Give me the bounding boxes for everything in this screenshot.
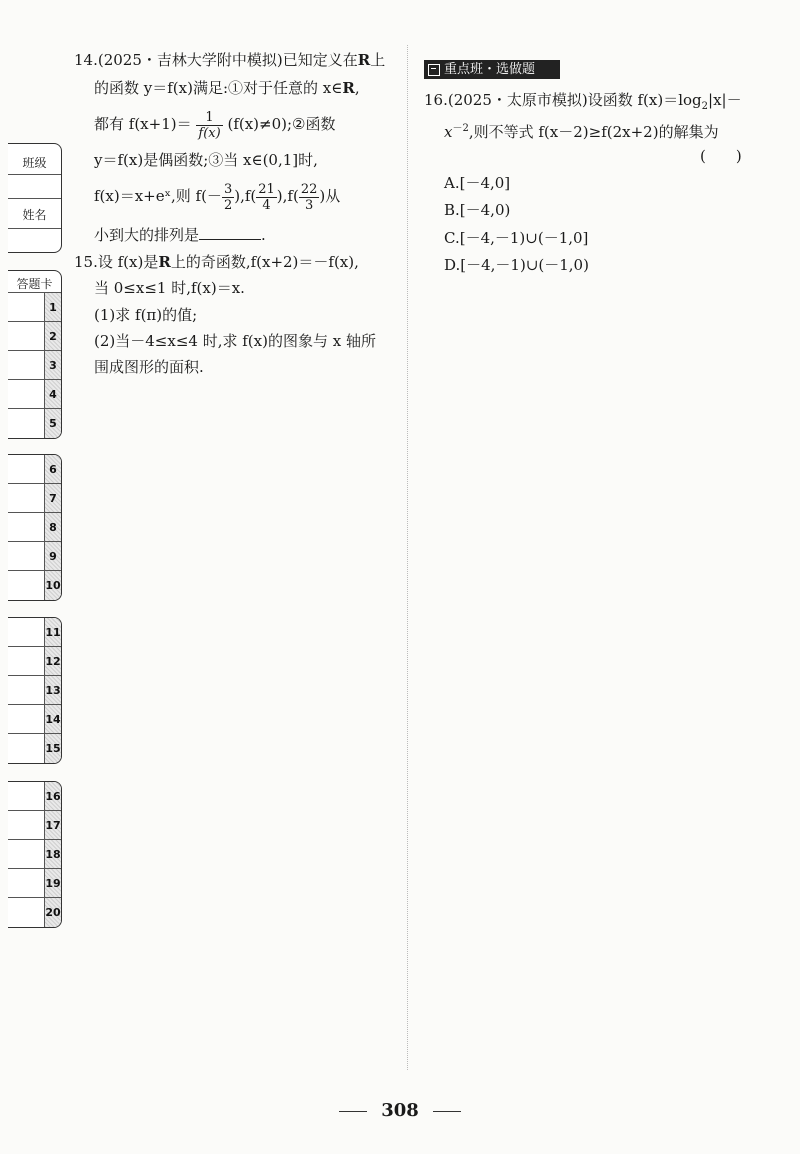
class-label: 班级: [22, 156, 47, 170]
q14-line-5: [94, 176, 340, 216]
answer-card-label: 答题卡: [16, 277, 53, 291]
q16-line-2: [444, 119, 719, 142]
q14-intro: 14.(2025・吉林大学附中模拟)已知定义在: [74, 51, 358, 69]
arg-fraction-1: [222, 182, 234, 213]
answer-number: 1: [44, 293, 61, 321]
q15-part2-text-2: 围成图形的面积.: [94, 358, 204, 376]
numerator: 21: [258, 181, 275, 197]
answer-number: 15: [44, 734, 61, 763]
q15-intro: 15.设 f(x)是: [74, 253, 159, 271]
q16-inequality: ,则不等式 f(x－2)≥f(2x+2)的解集为: [468, 123, 719, 141]
arg-fraction-2: [256, 182, 277, 213]
q16-intro: 16.(2025・太原市模拟)设函数 f(x)＝log: [424, 91, 702, 109]
q15-part-2-cont: [94, 357, 204, 377]
q15-line-2: [94, 278, 245, 298]
option-b[interactable]: [444, 200, 510, 220]
answer-number: 5: [44, 409, 61, 438]
option-a-text: A.[－4,0]: [444, 174, 511, 192]
answer-number: 4: [44, 380, 61, 408]
answer-row[interactable]: [8, 869, 61, 898]
q14-line-1: [74, 50, 385, 70]
fraction-denominator: f(x): [198, 125, 221, 141]
paren-close-2: ),f(: [276, 187, 299, 205]
book-icon: [428, 64, 440, 76]
q15-real-set: R: [158, 253, 171, 271]
q16-line-1: [424, 90, 742, 117]
section-badge: [424, 60, 560, 79]
answer-row[interactable]: [8, 513, 61, 542]
answer-row[interactable]: [8, 618, 61, 647]
answer-row[interactable]: [8, 571, 61, 600]
denominator: 3: [304, 197, 314, 213]
option-c[interactable]: [444, 228, 588, 248]
option-b-text: B.[－4,0): [444, 201, 511, 219]
answer-row[interactable]: [8, 380, 61, 409]
answer-number: 11: [44, 618, 61, 646]
q16-x: x: [444, 123, 453, 141]
q15-intro-end: 上的奇函数,f(x+2)＝－f(x),: [170, 253, 359, 271]
q14-line-2: [94, 78, 360, 98]
denominator: 2: [223, 197, 233, 213]
answer-group-3: [8, 617, 62, 764]
answer-row[interactable]: [8, 647, 61, 676]
answer-row[interactable]: [8, 840, 61, 869]
answer-paren: ( ): [700, 147, 742, 165]
answer-number: 7: [44, 484, 61, 512]
log-base: 2: [701, 101, 709, 112]
footer-dash-right: [433, 1111, 461, 1112]
paren-close: ),f(: [234, 187, 257, 205]
page-number: 308: [381, 1100, 419, 1121]
numerator: 22: [300, 181, 318, 197]
answer-number: 12: [44, 647, 61, 675]
fraction-numerator: 1: [196, 110, 222, 126]
option-a[interactable]: [444, 173, 510, 193]
q14-ask: 小到大的排列是: [94, 226, 200, 244]
answer-number: 14: [44, 705, 61, 733]
q14-fraction: [196, 110, 222, 141]
q15-part1-text: (1)求 f(π)的值;: [94, 306, 198, 324]
answer-number: 2: [44, 322, 61, 350]
column-divider: [407, 45, 408, 1070]
q14-line-4: [94, 150, 318, 170]
q15-condition: 当 0≤x≤1 时,f(x)＝x.: [94, 279, 245, 297]
answer-row[interactable]: [8, 322, 61, 351]
answer-row[interactable]: [8, 455, 61, 484]
name-label: 姓名: [22, 208, 47, 222]
answer-number: 19: [44, 869, 61, 897]
option-d-text: D.[－4,－1)∪(－1,0): [444, 256, 589, 274]
q14-condition-2: (f(x)≠0);②函数: [227, 115, 336, 133]
q14-line-6: [94, 225, 266, 245]
answer-number: 8: [44, 513, 61, 541]
class-name-box: [8, 143, 62, 253]
class-line: [8, 174, 61, 175]
arg-fraction-3: [299, 182, 320, 213]
q15-part-1: [94, 305, 197, 325]
answer-number: 3: [44, 351, 61, 379]
answer-row[interactable]: [8, 898, 61, 927]
q16-answer-paren: [700, 146, 742, 166]
q15-line-1: [74, 252, 359, 272]
answer-row[interactable]: [8, 484, 61, 513]
answer-row[interactable]: [8, 705, 61, 734]
answer-number: 6: [44, 455, 61, 483]
answer-row[interactable]: [8, 676, 61, 705]
answer-number: 17: [44, 811, 61, 839]
answer-row[interactable]: [8, 811, 61, 840]
answer-group-2: [8, 454, 62, 601]
answer-row[interactable]: [8, 293, 61, 322]
answer-number: 10: [44, 571, 61, 600]
q15-part2-text: (2)当－4≤x≤4 时,求 f(x)的图象与 x 轴所: [94, 332, 376, 350]
q16-intro-end: |x|－: [708, 91, 742, 109]
q14-condition-3: y＝f(x)是偶函数;③当 x∈(0,1]时,: [94, 151, 318, 169]
answer-row[interactable]: [8, 734, 61, 763]
answer-group-1: [8, 270, 62, 439]
answer-group-4: [8, 781, 62, 928]
answer-number: 20: [44, 898, 61, 927]
q14-condition-1: 都有 f(x+1)＝: [94, 115, 192, 133]
section-badge-label: 重点班・选做题: [444, 62, 536, 77]
q14-period: .: [261, 226, 266, 244]
q14-real-set: R: [357, 51, 371, 69]
answer-row[interactable]: [8, 542, 61, 571]
footer-dash-left: [339, 1111, 367, 1112]
q16-exponent: －2: [452, 123, 469, 134]
answer-row[interactable]: [8, 782, 61, 811]
q14-definition: f(x)＝x+eˣ,则 f: [94, 187, 202, 205]
option-d[interactable]: [444, 255, 589, 275]
q14-function-condition: 的函数 y＝f(x)满足:①对于任意的 x∈: [94, 79, 343, 97]
numerator: 3: [223, 181, 233, 197]
paren-close-3: ): [319, 187, 326, 205]
option-c-text: C.[－4,－1)∪(－1,0]: [444, 229, 589, 247]
answer-row[interactable]: [8, 351, 61, 380]
q14-from: 从: [325, 187, 341, 205]
answer-number: 13: [44, 676, 61, 704]
denominator: 4: [262, 197, 271, 213]
name-line: [8, 228, 61, 229]
answer-number: 16: [44, 782, 61, 810]
page-footer: [0, 1100, 800, 1121]
q14-line-3: [94, 104, 336, 144]
q14-comma: ,: [354, 79, 360, 97]
answer-number: 18: [44, 840, 61, 868]
q14-intro-end: 上: [370, 51, 386, 69]
answer-blank[interactable]: [199, 225, 261, 240]
paren-open: (－: [201, 187, 222, 205]
answer-row[interactable]: [8, 409, 61, 438]
q15-part-2: [94, 331, 376, 351]
q14-real-set-2: R: [342, 79, 355, 97]
divider-line: [8, 198, 61, 199]
answer-card-header: [8, 271, 61, 293]
answer-number: 9: [44, 542, 61, 570]
